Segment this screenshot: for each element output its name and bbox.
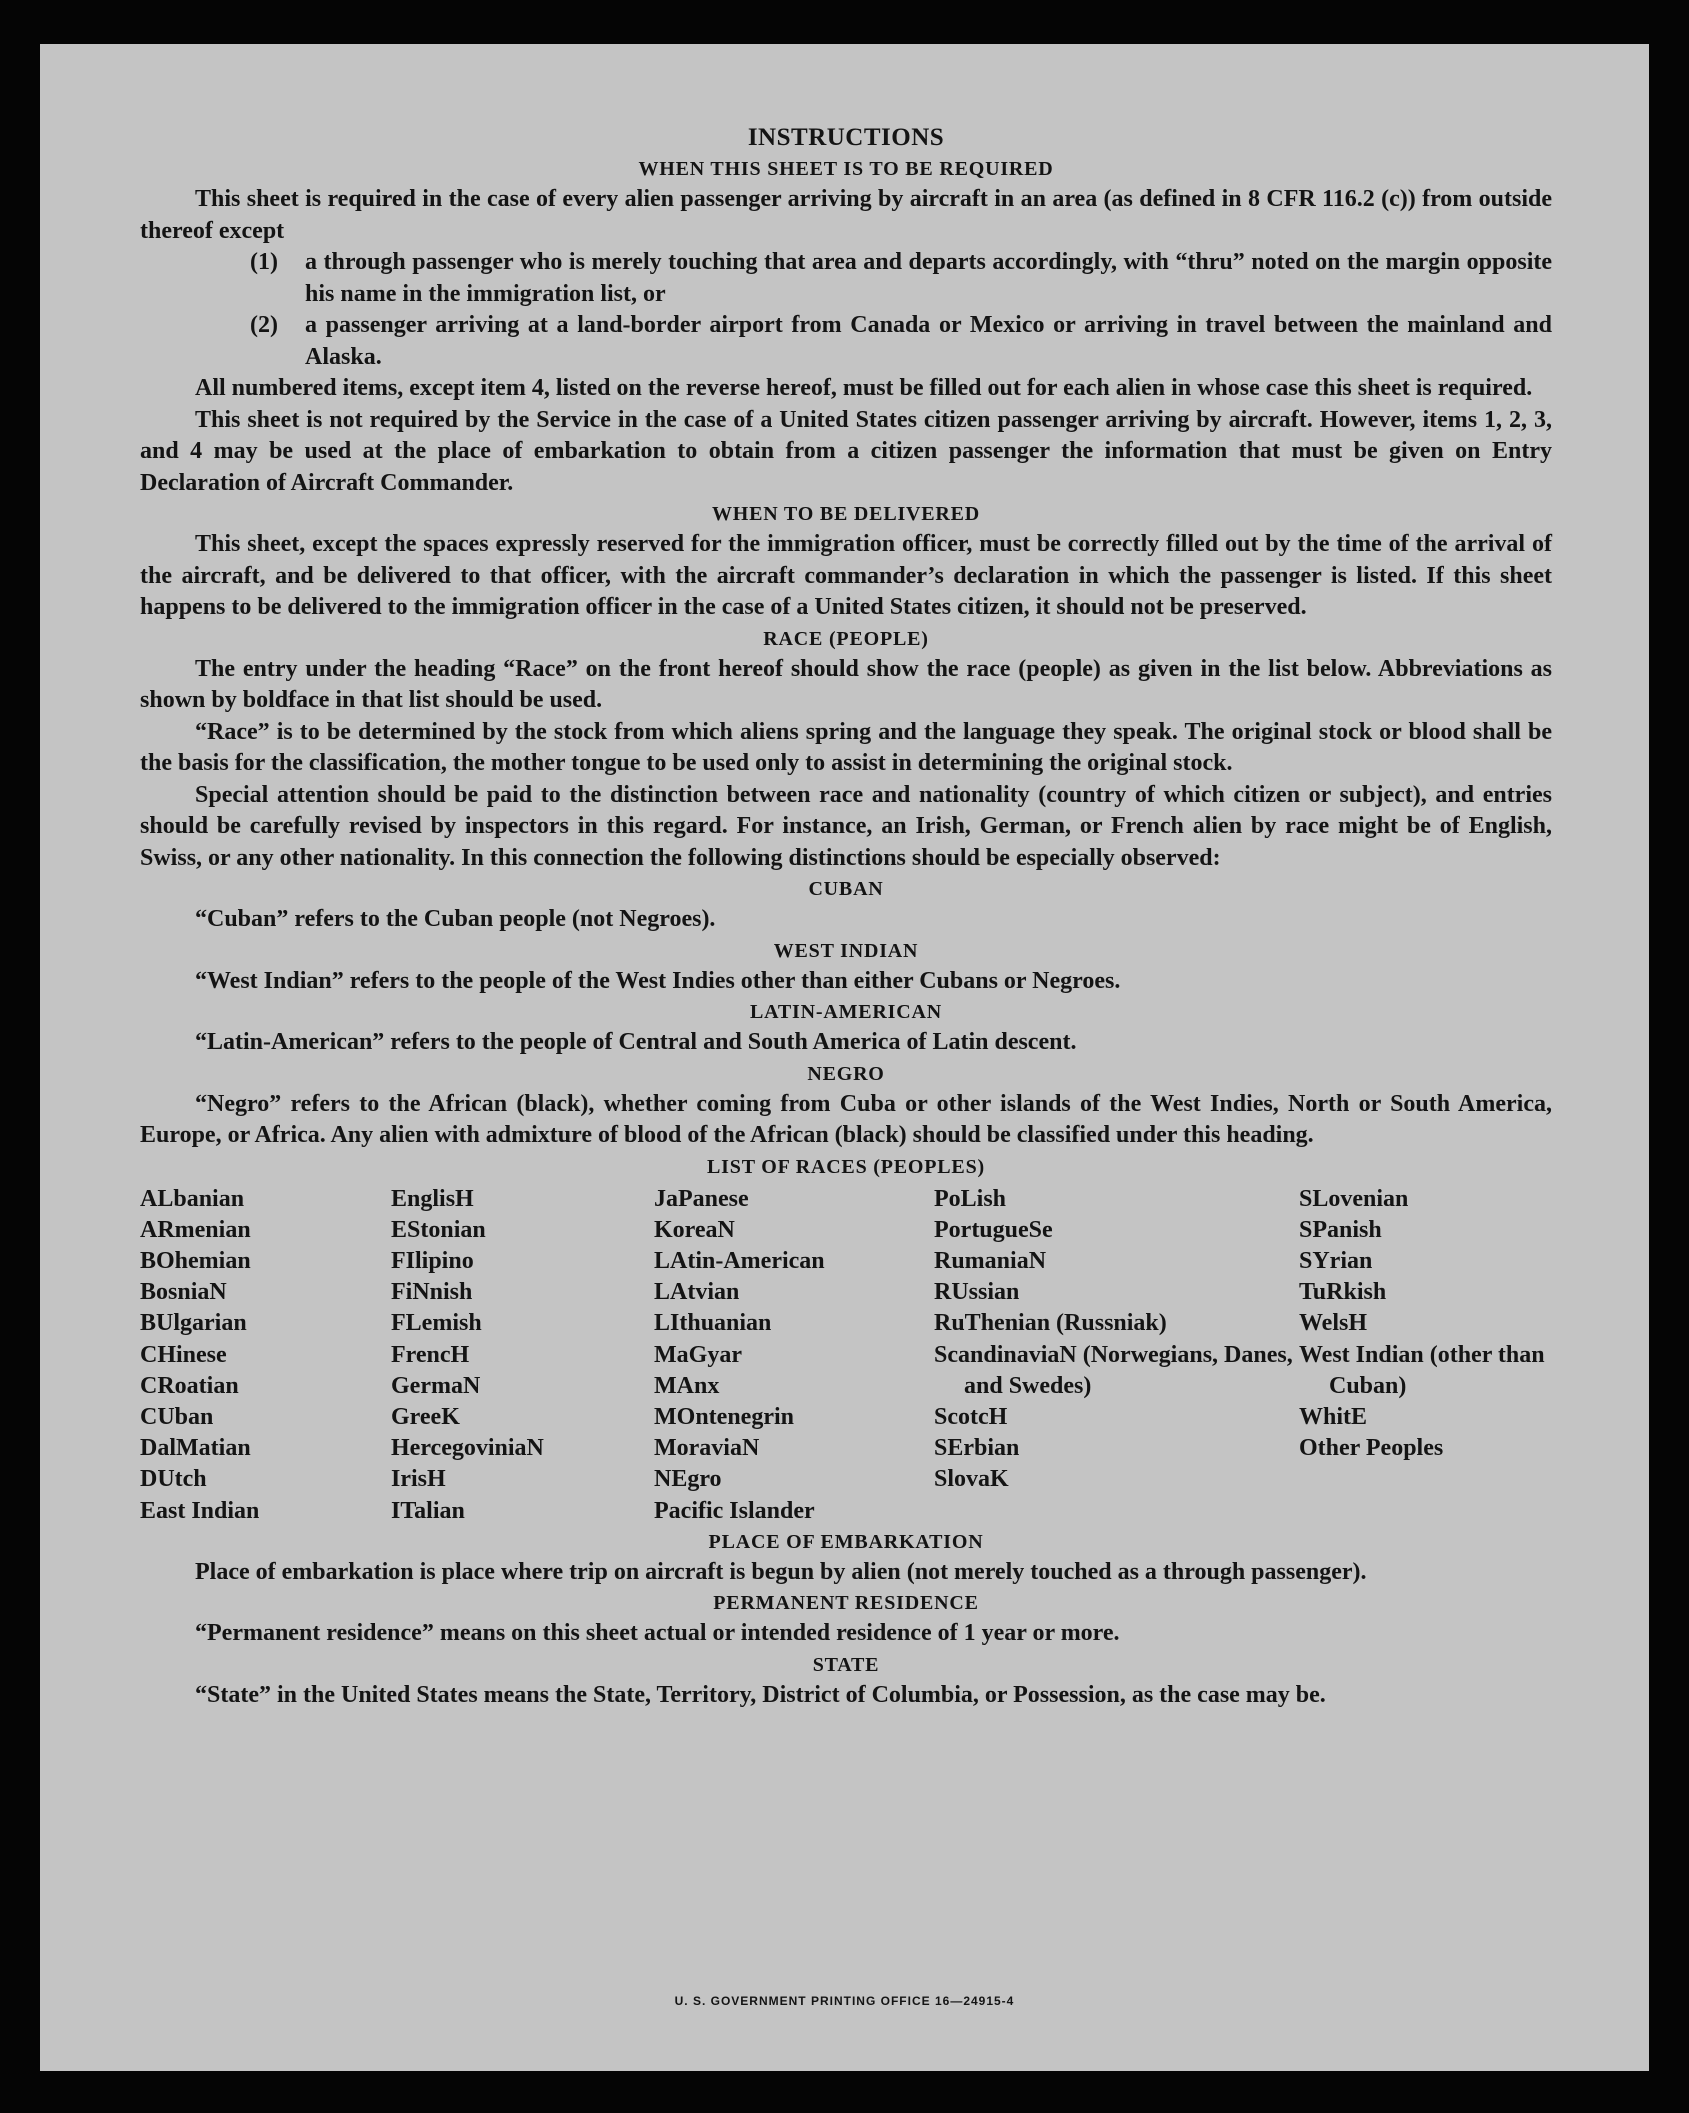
race-entry: GreeK [391, 1403, 460, 1430]
page-title: INSTRUCTIONS [747, 124, 945, 151]
printing-office-footer: U. S. GOVERNMENT PRINTING OFFICE 16—24915-4 [674, 1994, 1015, 2008]
paragraph-west-indian: “West Indian” refers to the people of the West Indies other than either Cubans or Negroes. [195, 967, 1121, 994]
exception-item-2 [250, 310, 1552, 373]
heading-place-of-embarkation: PLACE OF EMBARKATION [708, 1530, 984, 1553]
paragraph-numbered-items: All numbered items, except item 4, listed on the reverse hereof, must be filled out for each alien in whose case this sheet is required. [195, 375, 1533, 401]
paragraph-race-2: “Race” is to be determined by the stock from which aliens spring and the language they speak. The original stock or blood shall be the basis for the classification, the mother tongue to be used only to assist in determining the original stock. [140, 718, 1552, 776]
paragraph-race-1: The entry under the heading “Race” on the front hereof should show the race (people) as given in the list below. Abbreviations as shown by boldface in that list should be used. [140, 655, 1552, 713]
race-entry: SLovenian [1299, 1185, 1409, 1212]
race-entry: PoLish [934, 1185, 1007, 1212]
race-entry: Other Peoples [1299, 1435, 1444, 1462]
heading-when-delivered: WHEN TO BE DELIVERED [711, 503, 981, 525]
race-column-4 [934, 1184, 1299, 1527]
race-entry: IrisH [391, 1466, 446, 1493]
race-entry: SPanish [1299, 1216, 1382, 1243]
race-column-5 [1299, 1184, 1552, 1527]
race-entry: RUssian [934, 1279, 1020, 1306]
race-entry: DalMatian [140, 1435, 251, 1462]
race-entry: PortugueSe [934, 1216, 1053, 1243]
race-entry: WhitE [1299, 1403, 1368, 1430]
race-entry: HercegoviniaN [391, 1435, 544, 1462]
exception-text: a passenger arriving at a land-border airport from Canada or Mexico or arriving in travel between the mainland and Alaska. [305, 312, 1552, 370]
race-entry: East Indian [140, 1497, 260, 1524]
paragraph-race-3: Special attention should be paid to the distinction between race and nationality (country of which citizen or subject), and entries should be carefully revised by inspectors in this regard. For instance, an Irish, German, or French alien by race might be of English, Swiss, or any other nationality. In this connection the following distinctions should be especially observed: [140, 781, 1552, 871]
race-column-1 [140, 1184, 391, 1527]
race-entry: SErbian [934, 1435, 1020, 1462]
paragraph-permanent-residence: “Permanent residence” means on this sheet actual or intended residence of 1 year or more. [195, 1620, 1120, 1647]
heading-state: STATE [812, 1653, 880, 1676]
race-entry: SlovaK [934, 1466, 1009, 1493]
instructions-content [140, 122, 1552, 1711]
race-entry: LAtin-American [654, 1247, 825, 1274]
race-entry: BOhemian [140, 1247, 251, 1274]
race-entry: ARmenian [140, 1216, 251, 1243]
heading-latin-american: LATIN-AMERICAN [750, 1001, 942, 1023]
paragraph-when-required-intro: This sheet is required in the case of every alien passenger arriving by aircraft in an area (as defined in 8 CFR 116.2 (c)) from outside thereof except [140, 186, 1552, 244]
race-entry: BUlgarian [140, 1310, 247, 1337]
exception-number: (1) [250, 249, 278, 275]
race-entry: GermaN [391, 1372, 481, 1399]
race-entry: FiNnish [391, 1279, 473, 1306]
heading-west-indian: WEST INDIAN [773, 939, 919, 962]
race-entry: KoreaN [654, 1216, 735, 1243]
paragraph-cuban: “Cuban” refers to the Cuban people (not Negroes). [195, 906, 716, 932]
race-entry: MaGyar [654, 1341, 742, 1368]
race-entry: MOntenegrin [654, 1403, 794, 1430]
race-column-3 [654, 1184, 934, 1527]
race-entry: JaPanese [654, 1185, 749, 1212]
paragraph-negro: “Negro” refers to the African (black), whether coming from Cuba or other islands of the West Indies, North or South America, Europe, or Africa. Any alien with admixture of blood of the African (black) should be classified under this heading. [140, 1090, 1552, 1148]
exception-number: (2) [250, 312, 278, 338]
race-entry: EnglisH [391, 1185, 474, 1212]
race-entry: CHinese [140, 1341, 227, 1368]
race-entry: DUtch [140, 1466, 207, 1493]
race-entry: RuThenian (Russniak) [934, 1310, 1167, 1337]
race-entry: LIthuanian [654, 1310, 772, 1337]
exception-item-1 [250, 247, 1552, 310]
heading-race: RACE (PEOPLE) [763, 627, 929, 650]
race-entry: ScotcH [934, 1403, 1008, 1430]
race-entry: FrencH [391, 1341, 470, 1368]
heading-cuban: CUBAN [808, 878, 884, 900]
race-entry: EStonian [391, 1216, 486, 1243]
paragraph-place-of-embarkation: Place of embarkation is place where trip on aircraft is begun by alien (not merely touched as a through passenger). [195, 1558, 1367, 1585]
race-entry: Pacific Islander [654, 1497, 815, 1524]
paragraph-citizen-passenger: This sheet is not required by the Service in the case of a United States citizen passenger arriving by aircraft. However, items 1, 2, 3, and 4 may be used at the place of embarkation to obtain from a citizen passenger the information that must be given on Entry Declaration of Aircraft Commander. [140, 406, 1552, 496]
race-entry: SYrian [1299, 1247, 1373, 1274]
race-entry: ITalian [391, 1497, 465, 1524]
race-entry: ALbanian [140, 1185, 245, 1212]
race-entry: CRoatian [140, 1372, 239, 1399]
paragraph-latin-american: “Latin-American” refers to the people of Central and South America of Latin descent. [195, 1029, 1077, 1055]
heading-list-of-races: LIST OF RACES (PEOPLES) [707, 1155, 985, 1178]
heading-negro: NEGRO [807, 1062, 885, 1085]
race-entry: TuRkish [1299, 1279, 1387, 1306]
paragraph-state: “State” in the United States means the State, Territory, District of Columbia, or Possession, as the case may be. [195, 1681, 1326, 1708]
race-entry: RumaniaN [934, 1247, 1047, 1274]
race-entry: WelsH [1299, 1310, 1368, 1337]
race-entry: BosniaN [140, 1279, 227, 1306]
race-entry: LAtvian [654, 1279, 740, 1306]
race-list [140, 1184, 1552, 1527]
race-entry: West Indian (other than Cuban) [1299, 1341, 1545, 1399]
race-entry: FIlipino [391, 1247, 474, 1274]
race-entry: CUban [140, 1403, 214, 1430]
heading-when-required: WHEN THIS SHEET IS TO BE REQUIRED [638, 158, 1054, 180]
race-column-2 [391, 1184, 654, 1527]
race-entry: MAnx [654, 1372, 720, 1399]
heading-permanent-residence: PERMANENT RESIDENCE [713, 1592, 979, 1615]
exception-text: a through passenger who is merely touching that area and departs accordingly, with “thru” noted on the margin opposite his name in the immigration list, or [305, 249, 1552, 307]
race-entry: ScandinaviaN (Norwegians, Danes, and Swedes) [934, 1341, 1293, 1399]
document-sheet [40, 44, 1649, 2071]
race-entry: FLemish [391, 1310, 482, 1337]
race-entry: NEgro [654, 1466, 722, 1493]
race-entry: MoraviaN [654, 1435, 760, 1462]
paragraph-when-delivered: This sheet, except the spaces expressly reserved for the immigration officer, must be correctly filled out by the time of the arrival of the aircraft, and be delivered to that officer, with the aircraft commander’s declaration in which the passenger is listed. If this sheet happens to be delivered to the immigration officer in the case of a United States citizen, it should not be preserved. [140, 531, 1552, 620]
